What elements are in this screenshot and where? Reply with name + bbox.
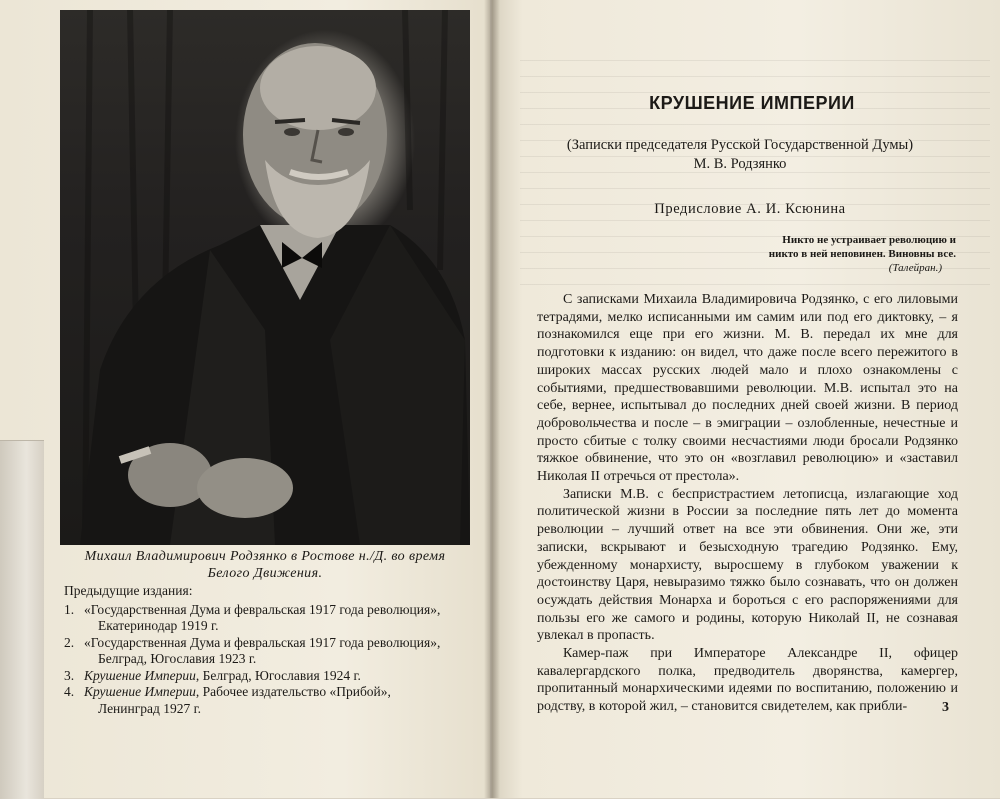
edition-number: 3. [64, 667, 75, 683]
book-gutter [484, 0, 500, 798]
body-text [537, 291, 958, 716]
caption-line: Белого Движения. [207, 566, 323, 581]
portrait-illustration [60, 10, 470, 545]
edition-number: 1. [64, 601, 75, 617]
subtitle-author: М. В. Родзянко [693, 156, 787, 172]
subtitle-line: (Записки председателя Русской Государственной Думы) [566, 137, 914, 153]
epigraph [700, 233, 956, 275]
previous-editions [62, 583, 474, 717]
preface-heading: Предисловие А. И. Ксюнина [654, 201, 846, 217]
edition-title: Крушение Империи [84, 667, 196, 683]
paragraph: Записки М.В. с беспристрастием летописца, излагающие ход политической жизни в России за последние пять лет до момента революции – лучший ответ на все эти обвинения. Они же, эти записки, вскрывают и безысходную трагедию Родзянко. Ему, убежденному монархисту, выросшему в глубоком уважении к достоинству Царя, невыразимо тяжко было сознавать, что он должен осуждать действия Монарха и бороться с его распоряжениями для пользы его же самого и родины, которую Николай II, не сознавая увлекал в пропасть. [537, 486, 958, 644]
edition-number: 4. [64, 684, 75, 699]
edition-item [62, 602, 474, 635]
edition-place: Белград, Югославия 1923 г. [98, 651, 257, 666]
paragraph: С записками Михаила Владимировича Родзянко, с его лиловыми тетрадями, мелко исписанными им самим или под его диктовку, – я познакомился еще при его жизни. М. В. передал их мне для подготовки к изданию: он видел, что даже после всего пережитого в широких массах русских людей мало и плохо ознакомлены с событиями, предшествовавшими революции. М.В. испытал это на себе, вернее, испытывал до последних дней своей жизни. В период добровольчества и после – в эмиграции – озлобленные, нечестные и просто сбитые с толку своими несчастиями люди бросали Родзянко тяжкое обвинение, что это он «возглавил революцию» и «заставил Николая II отречься от престола». [537, 292, 958, 485]
edition-title: «Государственная Дума и февральская 1917 года революция», [84, 601, 441, 617]
edition-item [62, 668, 474, 685]
caption-line: Михаил Владимирович Родзянко в Ростове н./Д. во время [84, 549, 446, 564]
edition-title: Крушение Империи [84, 684, 196, 699]
edition-place: , Белград, Югославия 1924 г. [195, 667, 361, 683]
edition-publisher: , Рабочее издательство «Прибой», [195, 684, 391, 699]
portrait-photo [60, 10, 470, 545]
edition-place: Екатеринодар 1919 г. [98, 618, 219, 633]
chapter-title: КРУШЕНИЕ ИМПЕРИИ [649, 93, 855, 113]
chapter-subtitle [540, 136, 940, 174]
epigraph-line: Никто не устраивает революцию и [782, 234, 956, 246]
page-number: 3 [942, 700, 949, 715]
edition-title: «Государственная Дума и февральская 1917 года революция», [84, 634, 441, 650]
page-clip [0, 440, 44, 799]
edition-item [62, 635, 474, 668]
editions-heading: Предыдущие издания: [64, 583, 193, 598]
edition-item [62, 684, 474, 717]
edition-place: Ленинград 1927 г. [98, 700, 202, 716]
epigraph-author: (Талейран.) [888, 262, 942, 274]
photo-caption [60, 548, 470, 582]
epigraph-line: никто в ней неповинен. Виновны все. [768, 248, 956, 260]
paragraph: Камер-паж при Императоре Александре II, офицер кавалергардского полка, предводитель дворянства, камергер, пропитанный монархическими идеями по воспитанию, положению и родству, в которой жил, – становится свидетелем, как прибли- [537, 646, 958, 715]
edition-number: 2. [64, 634, 75, 650]
